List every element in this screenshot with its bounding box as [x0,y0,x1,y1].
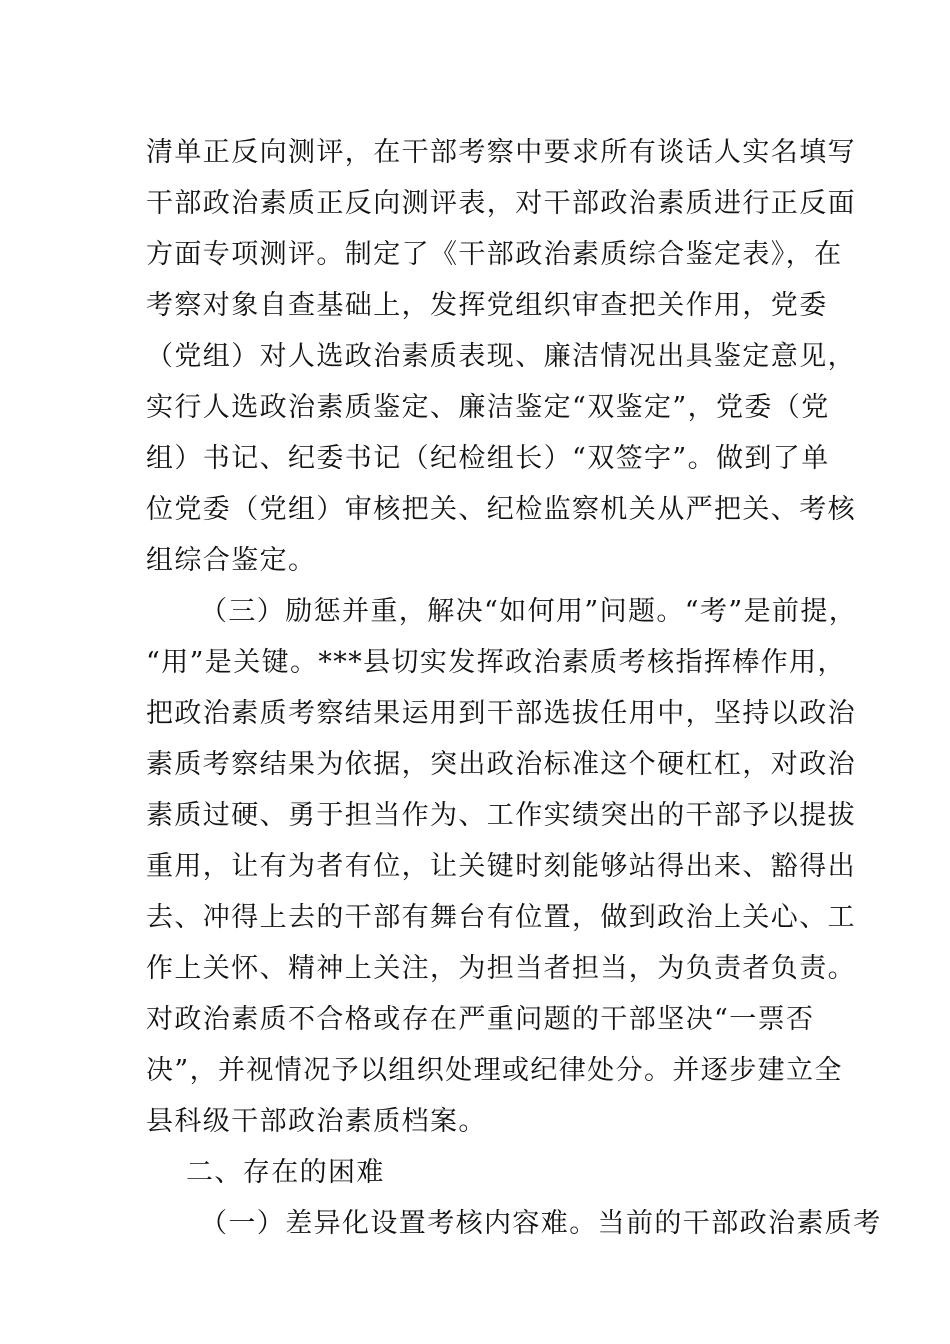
text-line-3: 方面专项测评。制定了《干部政治素质综合鉴定表》，在 [146,239,843,270]
section-heading: 二、存在的困难 [186,1157,385,1188]
subsection-one-paragraph-start: （一）差异化设置考核内容难。当前的干部政治素质考 [200,1208,882,1239]
text-line-16: 去、冲得上去的干部有舞台有位置，做到政治上关心、工 [146,902,856,933]
text-line-6: 实行人选政治素质鉴定、廉洁鉴定“双鉴定”，党委（党 [146,392,830,423]
text-line-15: 重用，让有为者有位，让关键时刻能够站得出来、豁得出 [146,851,856,882]
section-three-paragraph-start: （三）励惩并重，解决“如何用”问题。“考”是前提， [200,596,858,627]
text-line-1: 清单正反向测评，在干部考察中要求所有谈话人实名填写 [146,137,856,168]
text-line-7: 组）书记、纪委书记（纪检组长）“双签字”。做到了单 [146,443,830,474]
text-line-2: 干部政治素质正反向测评表，对干部政治素质进行正反面 [146,188,856,219]
text-line-9: 组综合鉴定。 [146,545,317,576]
text-line-14: 素质过硬、勇于担当作为、工作实绩突出的干部予以提拔 [146,800,856,831]
text-line-17: 作上关怀、精神上关注，为担当者担当，为负责者负责。 [146,953,856,984]
text-line-18: 对政治素质不合格或存在严重问题的干部坚决“一票否 [146,1004,815,1035]
text-line-11: “用”是关键。***县切实发挥政治素质考核指挥棒作用， [146,647,846,678]
text-line-8: 位党委（党组）审核把关、纪检监察机关从严把关、考核 [146,494,856,525]
text-line-20: 县科级干部政治素质档案。 [146,1106,487,1137]
text-line-13: 素质考察结果为依据，突出政治标准这个硬杠杠，对政治 [146,749,856,780]
text-line-4: 考察对象自查基础上，发挥党组织审查把关作用，党委 [146,290,828,321]
text-line-12: 把政治素质考察结果运用到干部选拔任用中，坚持以政治 [146,698,856,729]
text-line-5: （党组）对人选政治素质表现、廉洁情况出具鉴定意见， [146,341,856,372]
text-line-19: 决”，并视情况予以组织处理或纪律处分。并逐步建立全 [146,1055,843,1086]
